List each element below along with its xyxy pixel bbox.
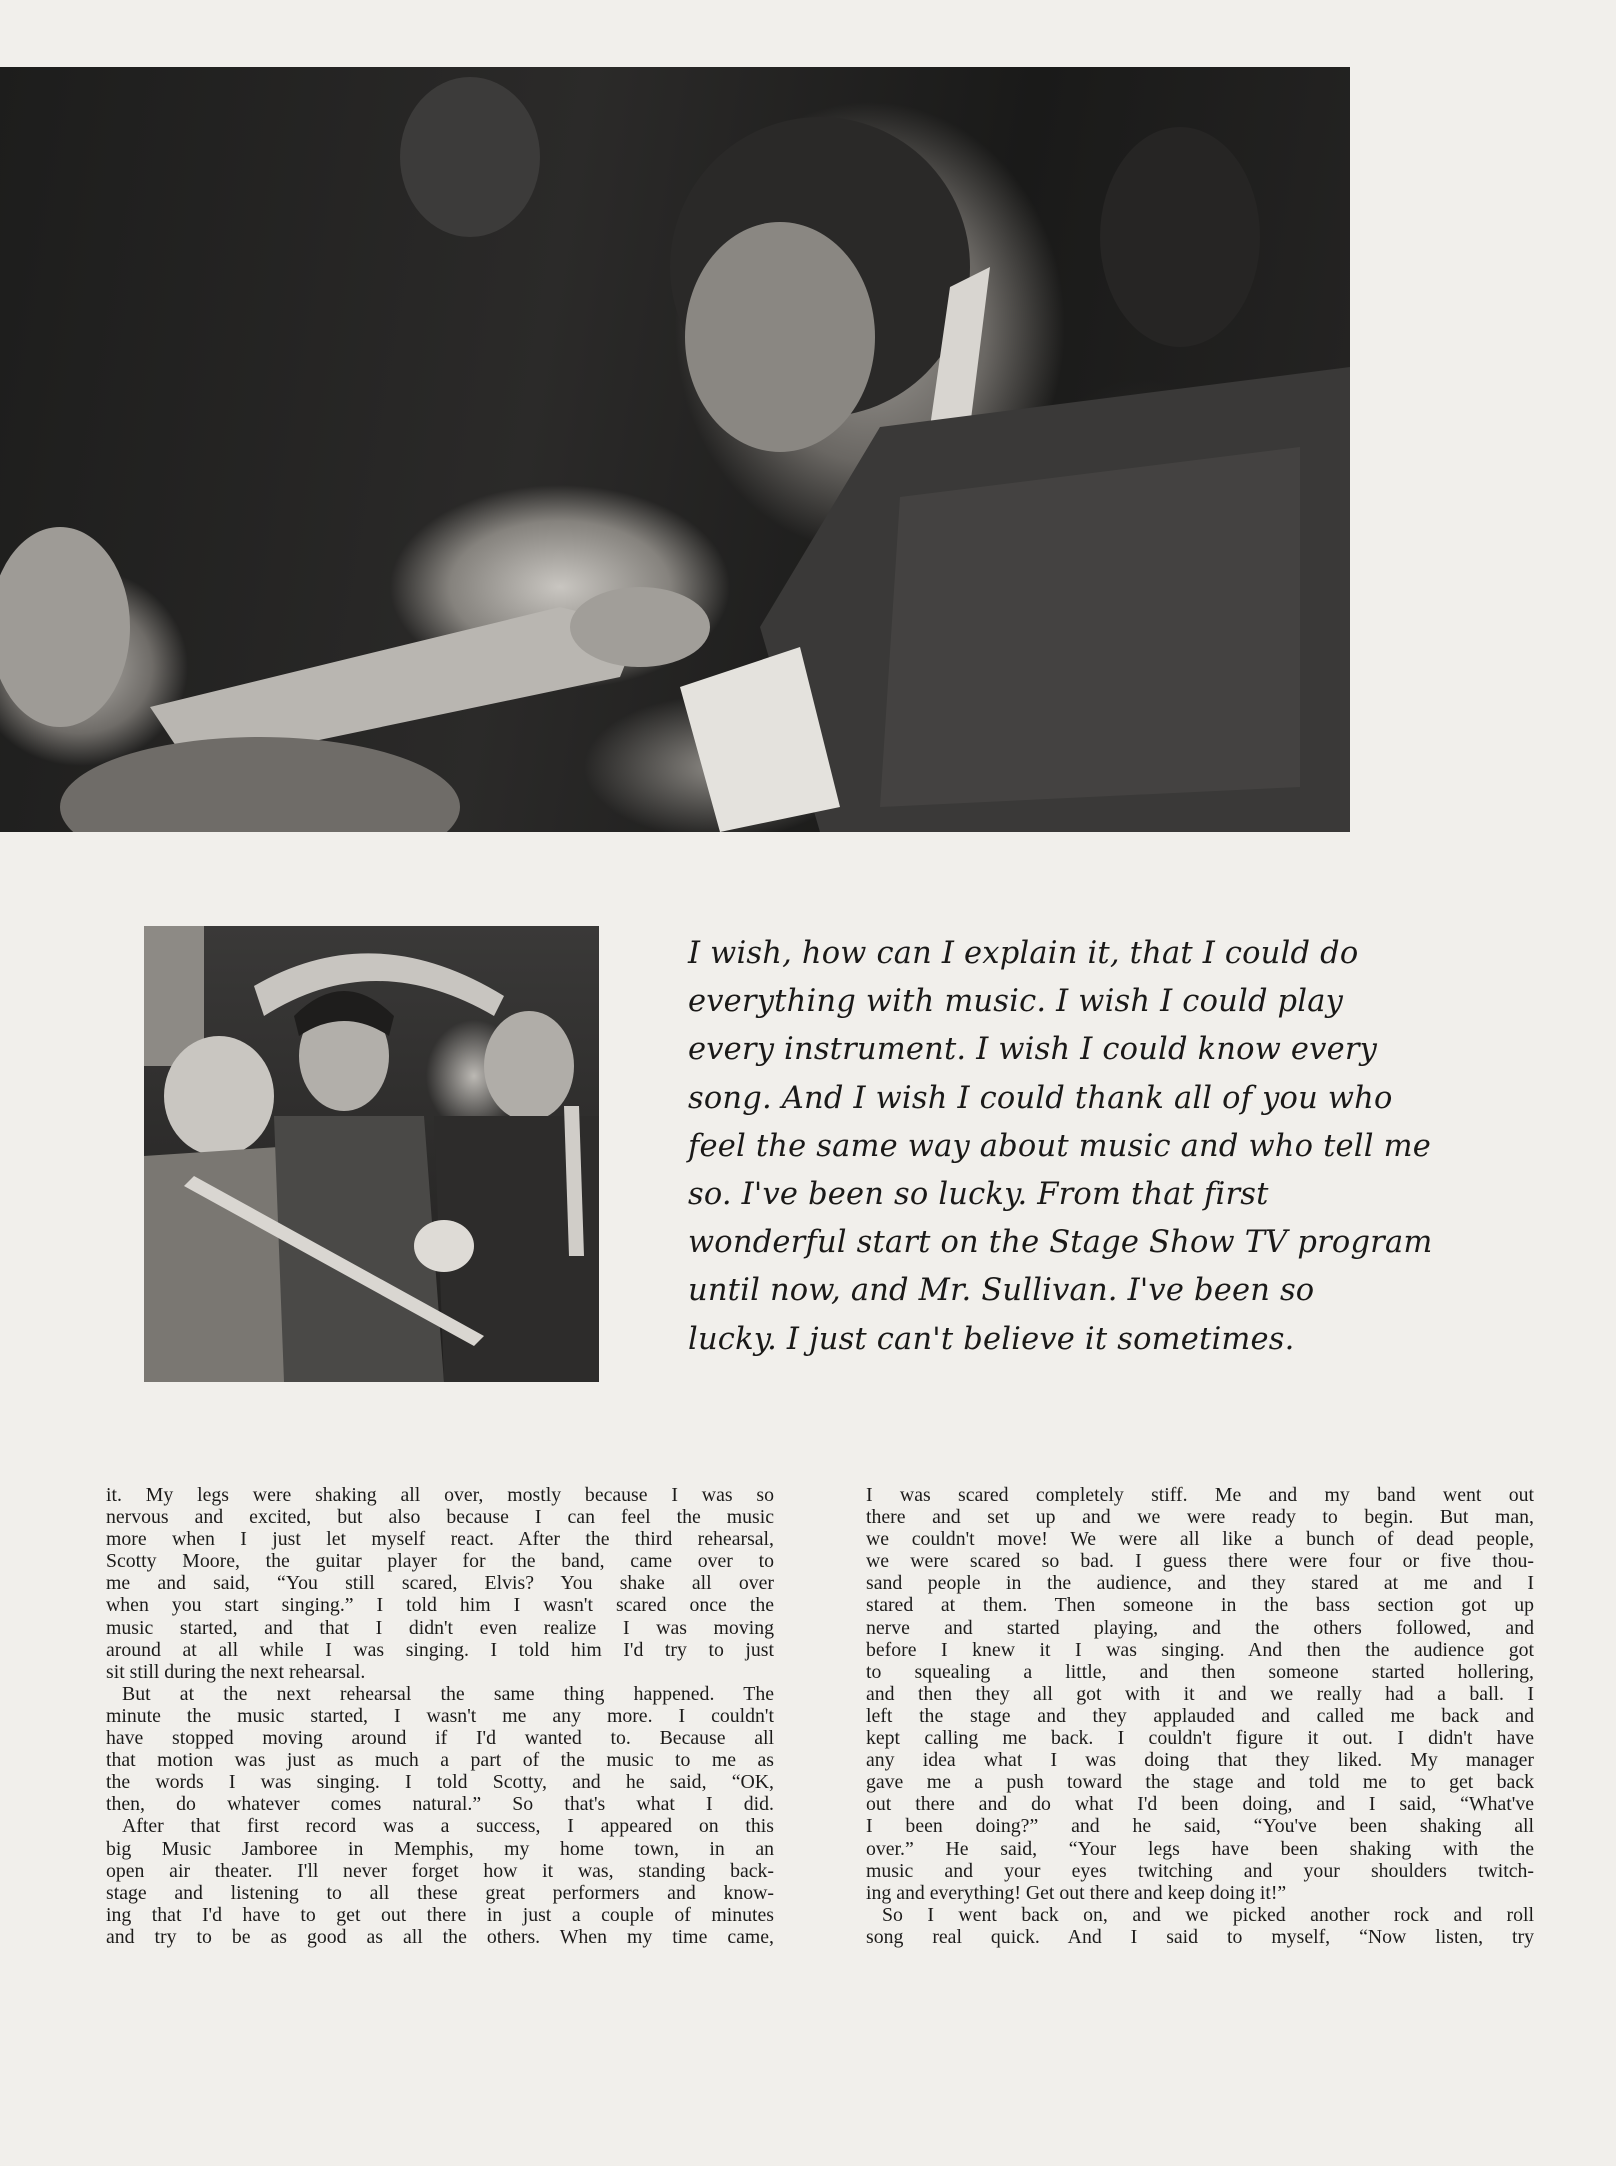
text-line: then, do whatever comes natural.” So that's what I did. bbox=[106, 1793, 774, 1816]
crowd-lower bbox=[60, 737, 460, 832]
text-line: more when I just let myself react. After the third rehearsal, bbox=[106, 1528, 774, 1551]
hand bbox=[570, 587, 710, 667]
text-line: minute the music started, I wasn't me any more. I couldn't bbox=[106, 1704, 774, 1727]
fan-face bbox=[0, 527, 130, 727]
text-line: we were scared so bad. I guess there were four or five thou- bbox=[866, 1550, 1534, 1573]
main-figure-face bbox=[685, 222, 875, 452]
text-line: music started, and that I didn't even realize I was moving bbox=[106, 1616, 774, 1639]
text-line: I been doing?” and he said, “You've been shaking all bbox=[866, 1815, 1534, 1838]
pull-quote bbox=[688, 930, 1568, 1364]
quote-line: so. I've been so lucky. From that first bbox=[688, 1177, 1269, 1213]
text-line: nerve and started playing, and the others followed, and bbox=[866, 1616, 1534, 1639]
text-line: sit still during the next rehearsal. bbox=[106, 1660, 366, 1683]
text-line: ing that I'd have to get out there in just a couple of minutes bbox=[106, 1903, 774, 1926]
quote-line: until now, and Mr. Sullivan. I've been so bbox=[688, 1273, 1315, 1309]
quote-line: everything with music. I wish I could play bbox=[688, 984, 1344, 1020]
background-head bbox=[400, 77, 540, 237]
text-line: before I knew it I was singing. And then the audience got bbox=[866, 1638, 1534, 1661]
quote-line: feel the same way about music and who tell me bbox=[688, 1128, 1431, 1164]
text-line: kept calling me back. I couldn't figure it out. I didn't have bbox=[866, 1727, 1534, 1750]
text-line: any idea what I was doing that they liked. My manager bbox=[866, 1749, 1534, 1772]
text-line: there and set up and we were ready to begin. But man, bbox=[866, 1506, 1534, 1529]
text-line: left the stage and they applauded and called me back and bbox=[866, 1704, 1534, 1727]
top-photo-shapes bbox=[0, 67, 1350, 832]
top-photo-autograph-crowd bbox=[0, 67, 1350, 832]
text-line: when you start singing.” I told him I wasn't scared once the bbox=[106, 1594, 774, 1617]
text-line: stared at them. Then someone in the bass section got up bbox=[866, 1594, 1534, 1617]
jacket-highlight bbox=[880, 447, 1300, 807]
quote-line: wonderful start on the Stage Show TV program bbox=[688, 1225, 1433, 1261]
body-column-right bbox=[866, 1484, 1534, 1948]
right-musician-head bbox=[484, 1011, 574, 1121]
background-figure bbox=[1100, 127, 1260, 347]
text-line: gave me a push toward the stage and told me to get back bbox=[866, 1771, 1534, 1794]
text-line: me and said, “You still scared, Elvis? You shake all over bbox=[106, 1572, 774, 1595]
quote-line: song. And I wish I could thank all of you who bbox=[688, 1080, 1393, 1116]
text-line: So I went back on, and we picked another rock and roll bbox=[882, 1903, 1534, 1926]
text-line: out there and do what I'd been doing, and I said, “What've bbox=[866, 1793, 1534, 1816]
text-line: have stopped moving around if I'd wanted to. Because all bbox=[106, 1727, 774, 1750]
quote-line: every instrument. I wish I could know every bbox=[688, 1032, 1378, 1068]
text-line: it. My legs were shaking all over, mostly because I was so bbox=[106, 1484, 774, 1506]
text-line: ing and everything! Get out there and keep doing it!” bbox=[866, 1881, 1287, 1904]
text-line: open air theater. I'll never forget how it was, standing back- bbox=[106, 1859, 774, 1882]
text-line: music and your eyes twitching and your shoulders twitch- bbox=[866, 1859, 1534, 1882]
quote-line: I wish, how can I explain it, that I could do bbox=[688, 936, 1359, 971]
small-photo-shapes bbox=[144, 926, 599, 1382]
text-line: we couldn't move! We were all like a bunch of dead people, bbox=[866, 1528, 1534, 1551]
text-line: But at the next rehearsal the same thing happened. The bbox=[122, 1682, 774, 1705]
quote-line: lucky. I just can't believe it sometimes. bbox=[688, 1321, 1295, 1357]
text-line: around at all while I was singing. I told him I'd try to just bbox=[106, 1638, 774, 1661]
text-line: to squealing a little, and then someone started hollering, bbox=[866, 1660, 1534, 1683]
text-line: sand people in the audience, and they stared at me and I bbox=[866, 1572, 1534, 1595]
text-line: stage and listening to all these great performers and know- bbox=[106, 1881, 774, 1904]
text-line: over.” He said, “Your legs have been shaking with the bbox=[866, 1837, 1534, 1860]
trombone-bell bbox=[414, 1220, 474, 1272]
text-line: big Music Jamboree in Memphis, my home town, in an bbox=[106, 1837, 774, 1860]
left-musician-head bbox=[164, 1036, 274, 1156]
text-line: Scotty Moore, the guitar player for the band, came over to bbox=[106, 1550, 774, 1573]
text-line: and then they all got with it and we really had a ball. I bbox=[866, 1682, 1534, 1705]
text-line: song real quick. And I said to myself, “Now listen, try bbox=[866, 1925, 1534, 1948]
text-line: nervous and excited, but also because I can feel the music bbox=[106, 1506, 774, 1529]
text-line: that motion was just as much a part of the music to me as bbox=[106, 1749, 774, 1772]
text-line: and try to be as good as all the others. When my time came, bbox=[106, 1925, 774, 1948]
body-column-left bbox=[106, 1484, 774, 1948]
text-line: After that first record was a success, I appeared on this bbox=[122, 1815, 774, 1838]
text-line: I was scared completely stiff. Me and my band went out bbox=[866, 1484, 1534, 1506]
text-line: the words I was singing. I told Scotty, and he said, “OK, bbox=[106, 1771, 774, 1794]
small-photo-band bbox=[144, 926, 599, 1382]
